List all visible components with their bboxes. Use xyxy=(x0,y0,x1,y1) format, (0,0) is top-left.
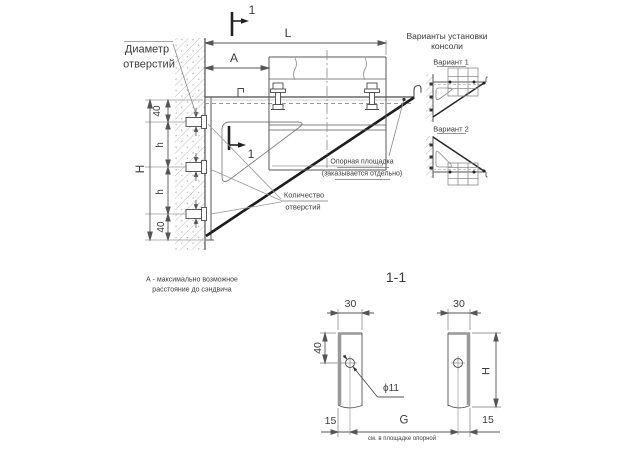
dim-A-label: A xyxy=(229,51,239,65)
dim-15-right-label: 15 xyxy=(482,413,494,426)
section-cut-number-top: 1 xyxy=(248,3,256,17)
console-arm xyxy=(205,86,421,104)
section-dimensions xyxy=(320,309,501,437)
section-view-title: 1-1 xyxy=(385,269,407,285)
dim-15-left-label: 15 xyxy=(324,414,337,427)
dim-h-lower-label: h xyxy=(155,189,166,195)
dim-30-right-label: 30 xyxy=(453,297,465,310)
section-right-plate xyxy=(448,333,470,436)
bracket-cutout xyxy=(222,122,302,182)
section-cut-marker-inner xyxy=(229,126,246,150)
arm-bolts xyxy=(271,83,380,110)
dimension-H-main xyxy=(148,100,153,240)
support-pad-label-line1: Опорная площадка xyxy=(330,158,394,166)
hole-diameter-label-line1: Диаметр xyxy=(124,43,170,55)
variant2-label: Вариант 2 xyxy=(433,124,469,134)
dimension-A xyxy=(205,66,269,71)
variants-title-line1: Варианты установки xyxy=(406,30,488,41)
hole-count-label-line1: Количество xyxy=(283,190,325,200)
dim-G-label: G xyxy=(399,413,409,426)
dim-h-upper-label: h xyxy=(155,142,166,148)
footnote-line2: расстояние до сэндвича xyxy=(152,286,232,294)
hole-count-leaders xyxy=(208,124,328,214)
hole-count-label-line2: отверстий xyxy=(285,202,321,212)
dim-H-section-label: H xyxy=(480,367,492,375)
support-pad-label-line2: (заказывается отдельно) xyxy=(321,170,403,178)
variant1-diagram xyxy=(426,67,488,123)
section-cut-marker-top xyxy=(232,12,249,36)
hole-diameter-label-line2: отверстий xyxy=(123,58,175,70)
dim-40-section-label: 40 xyxy=(311,341,324,354)
variant1-label: Вариант 1 xyxy=(433,57,469,67)
dim-hole-diameter-label: ϕ11 xyxy=(383,382,399,394)
variant2-diagram xyxy=(426,134,488,186)
diagonal-brace xyxy=(206,98,414,237)
dim-30-left-label: 30 xyxy=(344,297,357,310)
footnote-line1: А - максимально возможное xyxy=(146,276,238,284)
dimension-chain-40-h-h-40 xyxy=(166,100,170,240)
section-footnote: см. в площадке опорной xyxy=(367,436,437,442)
dim-40-bottom-label: 40 xyxy=(156,221,167,233)
variants-title-line2: консоли xyxy=(431,40,463,51)
dim-L-label: L xyxy=(284,26,292,40)
section-cut-number-inner: 1 xyxy=(247,147,255,161)
dim-H-main-label: H xyxy=(133,164,147,174)
dim-40-top-label: 40 xyxy=(152,105,163,117)
